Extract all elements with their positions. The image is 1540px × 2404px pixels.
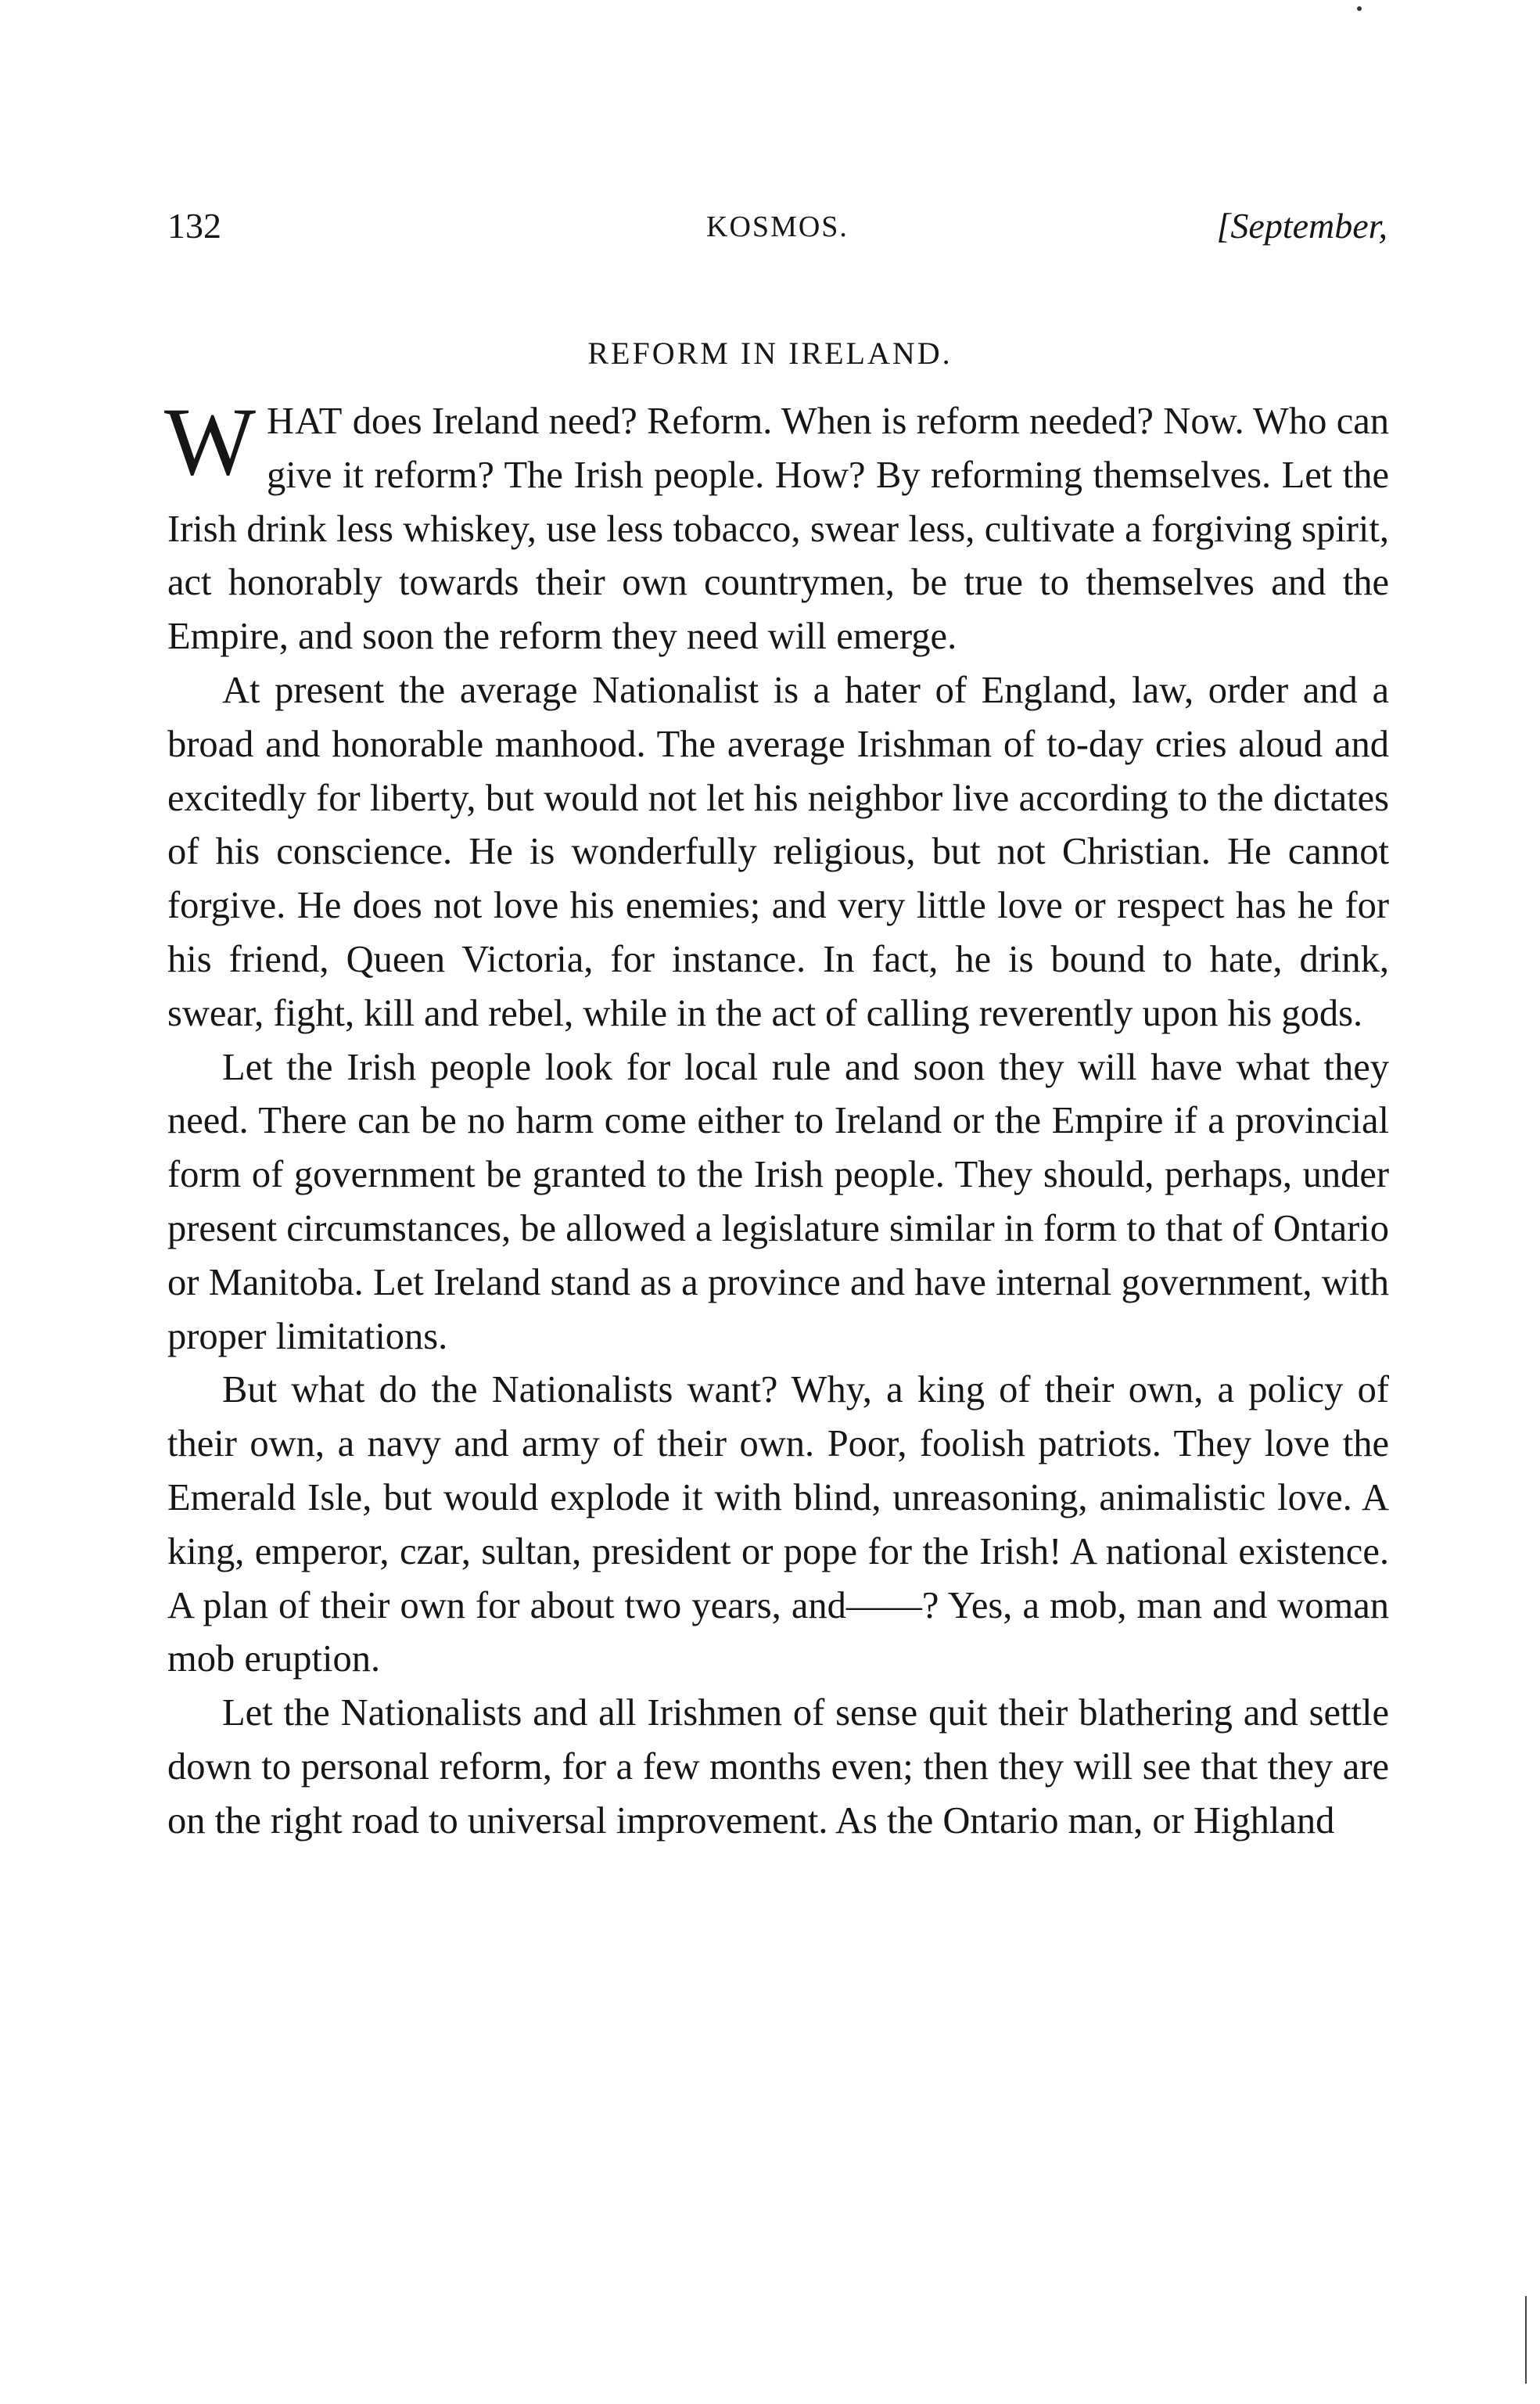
paragraph-1-text: does Ireland need? Reform. When is reform needed? Now. Who can give it reform? The Irish people. How? By reforming themselves. Let the Irish drink less whiskey, use less tobacco, swear less, cultivate a forgiving spirit, act honorably towards their own countrymen, be true to themselves and the Empire, and soon the reform they need will emerge. bbox=[167, 401, 1389, 658]
article-title: REFORM IN IRELAND. bbox=[587, 336, 953, 371]
paragraph-2: At present the average Nationalist is a hater of England, law, order and a broad and honorable manhood. The average Irishman of to-day cries aloud and excitedly for liberty, but would not let his neighbor live according to the dictates of his conscience. He is wonderfully religious, but not Christian. He cannot forgive. He does not love his enemies; and very little love or respect has he for his friend, Queen Victoria, for instance. In fact, he is bound to hate, drink, swear, fight, kill and rebel, while in the act of calling reverently upon his gods. bbox=[167, 669, 1389, 1034]
running-date: [September, bbox=[1216, 206, 1387, 246]
page-number: 132 bbox=[167, 206, 221, 246]
article-body bbox=[164, 388, 1389, 1849]
paragraph-1 bbox=[164, 388, 1389, 664]
scan-edge-mark bbox=[1525, 2296, 1527, 2384]
scan-speck bbox=[1357, 6, 1362, 11]
running-title: KOSMOS. bbox=[706, 210, 849, 243]
paragraph-5: Let the Nationalists and all Irishmen of sense quit their blathering and settle down to personal reform, for a few months even; then they will see that they are on the right road to universal improvement. As the Ontario man, or Highland bbox=[167, 1692, 1389, 1842]
page-header bbox=[167, 205, 1387, 260]
paragraph-3: Let the Irish people look for local rule and soon they will have what they need. There can be no harm come either to Ireland or the Empire if a provincial form of government be granted to the Irish people. They should, perhaps, under present circumstances, be allowed a legislature similar in form to that of Ontario or Manitoba. Let Ireland stand as a province and have internal government, with proper limitations. bbox=[167, 1046, 1389, 1357]
paragraph-4: But what do the Nationalists want? Why, a king of their own, a policy of their own, a navy and army of their own. Poor, foolish patriots. They love the Emerald Isle, but would explode it with blind, unreasoning, animalistic love. A king, emperor, czar, sultan, president or pope for the Irish! A national existence. A plan of their own for about two years, and——? Yes, a mob, man and woman mob eruption. bbox=[167, 1369, 1389, 1680]
drop-cap: W bbox=[164, 388, 257, 495]
lead-in: HAT bbox=[267, 401, 343, 442]
